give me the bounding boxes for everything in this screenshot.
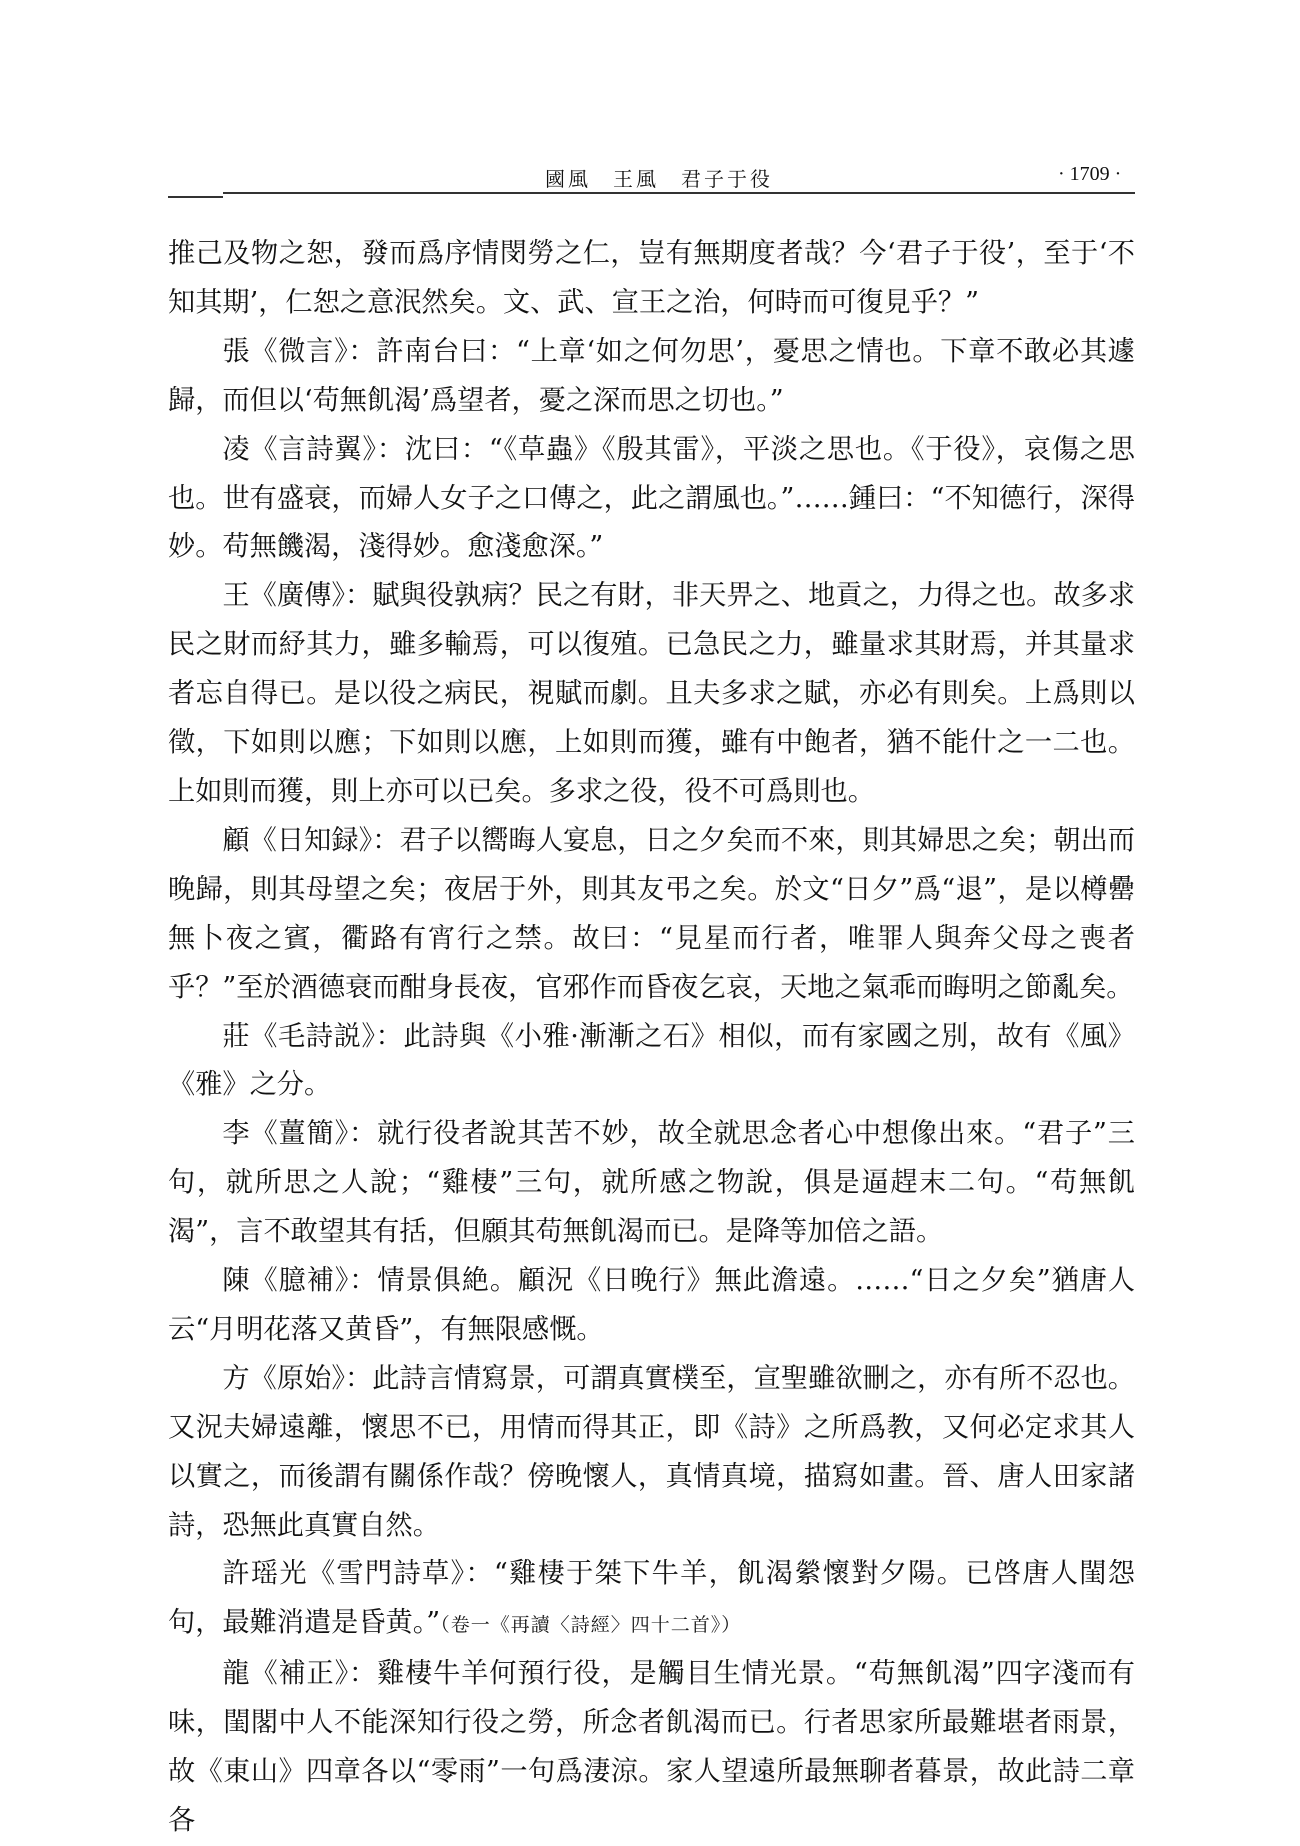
paragraph-wang-guangzhuan: 王《廣傳》：賦與役孰病？民之有財，非天畀之、地貢之，力得之也。故多求民之財而紓其力，雖多輸焉，可以復殖。已急民之力，雖量求其財焉，并其量求者忘自得已。是以役之病民，視賦而劇。且夫多求之賦，亦必有則矣。上爲則以徵，下如則以應；下如則以應，上如則而獲，雖有中飽者，猶不能什之一二也。上如則而獲，則上亦可以已矣。多求之役，役不可爲則也。 (168, 580, 1135, 807)
paragraph-zhang-weiyan: 張《微言》：許南台曰：“上章‘如之何勿思’，憂思之情也。下章不敢必其遽歸，而但以‘苟無飢渴’爲望者，憂之深而思之切也。” (168, 335, 1135, 416)
page-number: · 1709 · (1058, 163, 1122, 185)
header-rule (223, 192, 1135, 194)
source-note: （卷一《再讀〈詩經〉四十二首》） (440, 1614, 742, 1637)
paragraph-ling-yanshiyi: 凌《言詩翼》：沈曰：“《草蟲》《殷其雷》，平淡之思也。《于役》，哀傷之思也。世有盛衰，而婦人女子之口傳之，此之謂風也。”……鍾曰：“不知德行，深得妙。苟無饑渴，淺得妙。愈淺愈深。” (168, 433, 1135, 563)
paragraph-continuation: 推己及物之恕，發而爲序情閔勞之仁，豈有無期度者哉？今‘君子于役’，至于‘不知其期’，仁恕之意泯然矣。文、武、宣王之治，何時而可復見乎？” (168, 238, 1135, 318)
paragraph-li-jianjian: 李《薑簡》：就行役者說其苦不妙，故全就思念者心中想像出來。“君子”三句，就所思之人說；“雞棲”三句，就所感之物說，俱是逼趕末二句。“苟無飢渴”，言不敢望其有括，但願其苟無飢渴而已。是降等加倍之語。 (168, 1118, 1135, 1248)
paragraph-fang-yuanshi: 方《原始》：此詩言情寫景，可謂真實樸至，宣聖雖欲刪之，亦有所不忍也。又況夫婦遠離，懷思不已，用情而得其正，即《詩》之所爲教，又何必定求其人以實之，而後謂有關係作哉？傍晚懷人，真情真境，描寫如畫。晉、唐人田家諸詩，恐無此真實自然。 (168, 1362, 1135, 1541)
poem-title: 君子于役 (681, 167, 773, 191)
section-wangfeng: 王風 (613, 167, 659, 191)
running-header (0, 163, 1300, 193)
body-text (168, 230, 1135, 1846)
poem-quote: 許瑶光《雪門詩草》：“雞棲于桀下牛羊，飢渴縈懷對夕陽。已啓唐人閨怨句，最難消遣是昏黄。” (168, 1558, 1135, 1639)
section-guofeng: 國風 (545, 167, 591, 191)
header-rule-left (168, 196, 223, 198)
paragraph-xu-yaoguang (168, 1550, 1135, 1650)
paragraph-gu-rizhilu: 顧《日知録》：君子以嚮晦人宴息，日之夕矣而不來，則其婦思之矣；朝出而晚歸，則其母望之矣；夜居于外，則其友弔之矣。於文“日夕”爲“退”，是以樽罍無卜夜之賓，衢路有宵行之禁。故曰：“見星而行者，唯罪人與奔父母之喪者乎？”至於酒德衰而酣身長夜，官邪作而昏夜乞哀，天地之氣乖而晦明之節亂矣。 (168, 824, 1135, 1003)
paragraph-chen-yibu: 陳《臆補》：情景俱絶。顧況《日晚行》無此澹遠。……“日之夕矣”猶唐人云“月明花落又黄昏”，有無限感慨。 (168, 1265, 1135, 1345)
running-title (545, 163, 795, 192)
paragraph-zhuang-maoshishuo: 莊《毛詩説》：此詩與《小雅·漸漸之石》相似，而有家國之別，故有《風》《雅》之分。 (168, 1020, 1135, 1101)
paragraph-long-buzheng: 龍《補正》：雞棲牛羊何預行役，是觸目生情光景。“苟無飢渴”四字淺而有味，閨閣中人不能深知行役之勞，所念者飢渴而已。行者思家所最難堪者雨景，故《東山》四章各以“零雨”一句爲淒涼。家人望遠所最無聊者暮景，故此詩二章各 (168, 1658, 1135, 1836)
